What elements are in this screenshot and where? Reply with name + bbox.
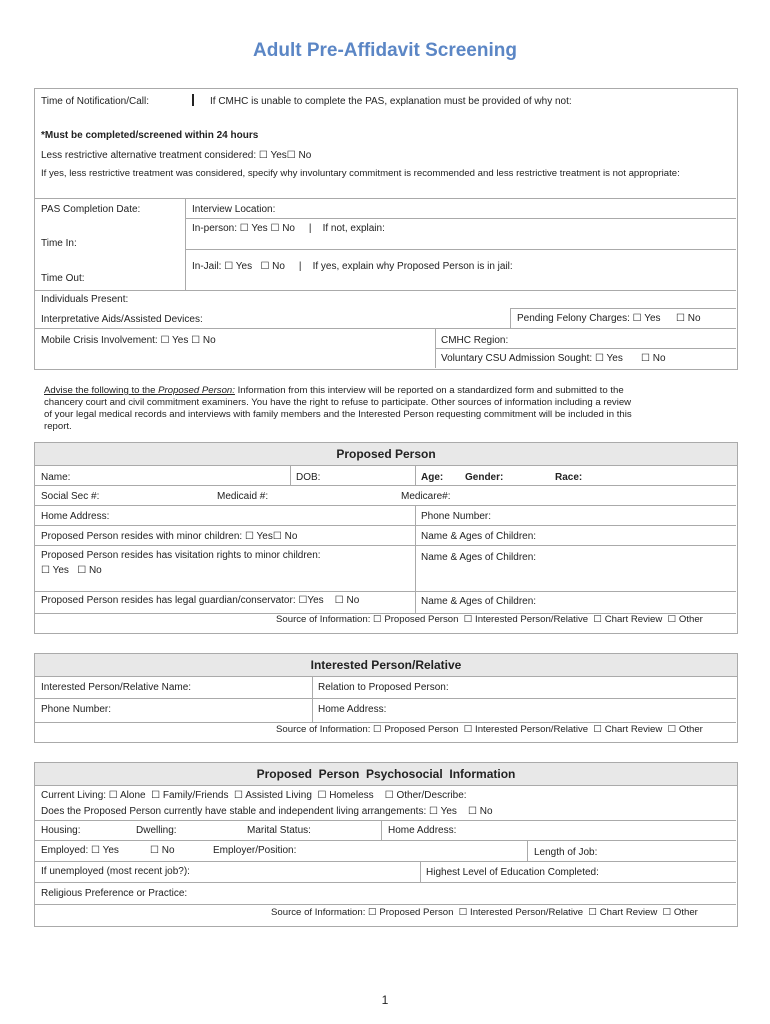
dwelling-field[interactable]: Dwelling: [136,825,177,836]
mobile-crisis-field[interactable]: Mobile Crisis Involvement: ☐ Yes ☐ No [41,335,216,346]
advise-line-2: chancery court and civil commitment examiners. You have the right to refuse to participate. Other sources of information including a review [44,397,632,408]
proposed-person-header: Proposed Person [34,442,738,466]
divider-bar [192,94,194,106]
page-number: 1 [381,993,389,1007]
interested-home-address-field[interactable]: Home Address: [318,704,387,715]
name-ages-children-1[interactable]: Name & Ages of Children: [421,531,537,542]
rule [185,218,736,219]
rule [34,820,736,821]
gender-field[interactable]: Gender: [465,472,504,483]
pending-felony-no[interactable]: ☐ No [676,313,701,324]
pending-felony-field[interactable]: Pending Felony Charges: ☐ Yes [517,313,661,324]
rule [510,308,736,309]
advise-line-4: report. [44,421,72,432]
time-out-field[interactable]: Time Out: [41,273,85,284]
psychosocial-header: Proposed Person Psychosocial Information [34,762,738,786]
relation-field[interactable]: Relation to Proposed Person: [318,682,449,693]
individuals-present-field[interactable]: Individuals Present: [41,294,129,305]
time-notification-label: Time of Notification/Call: [41,96,149,107]
name-ages-children-2[interactable]: Name & Ages of Children: [421,552,537,563]
source-of-information[interactable]: Source of Information: ☐ Proposed Person ☐ Interested Person/Relative ☐ Chart Review ☐ Other [276,614,703,625]
rule [34,525,736,526]
rule [415,505,416,613]
voluntary-csu-no[interactable]: ☐ No [641,353,666,364]
rule [527,840,528,861]
guardian-field[interactable]: Proposed Person resides has legal guardian/conservator: ☐Yes ☐ No [41,595,360,606]
pas-date-field[interactable]: PAS Completion Date: [41,204,141,215]
in-jail-field[interactable]: In-Jail: ☐ Yes ☐ No | If yes, explain why Proposed Person is in jail: [192,261,513,272]
rule [34,591,736,592]
must-complete-note: *Must be completed/screened within 24 hours [41,130,259,141]
interpretative-aids-field[interactable]: Interpretative Aids/Assisted Devices: [41,314,203,325]
housing-field[interactable]: Housing: [41,825,81,836]
rule [34,861,736,862]
interested-name-field[interactable]: Interested Person/Relative Name: [41,682,192,693]
rule [510,308,511,328]
cmhc-region-field[interactable]: CMHC Region: [441,335,509,346]
rule [420,861,421,882]
cmhc-unable-label: If CMHC is unable to complete the PAS, explanation must be provided of why not: [210,96,572,107]
visitation-options[interactable]: ☐ Yes ☐ No [41,565,102,576]
interested-person-header: Interested Person/Relative [34,653,738,677]
name-field[interactable]: Name: [41,472,71,483]
if-yes-explain-field[interactable]: If yes, less restrictive treatment was considered, specify why involuntary commitment is recommended and less restrictive treatment is not appropriate: [41,168,680,179]
education-field[interactable]: Highest Level of Education Completed: [426,867,599,878]
voluntary-csu-field[interactable]: Voluntary CSU Admission Sought: ☐ Yes [441,353,623,364]
medicaid-field[interactable]: Medicaid #: [217,491,269,502]
advise-line-1: Information from this interview will be reported on a standardized form and submitted to the [234,385,624,396]
ssn-field[interactable]: Social Sec #: [41,491,100,502]
employed-no[interactable]: ☐ No [150,845,175,856]
rule [435,348,736,349]
medicare-field[interactable]: Medicare#: [401,491,451,502]
rule [34,505,736,506]
rule [34,882,736,883]
name-ages-children-3[interactable]: Name & Ages of Children: [421,596,537,607]
rule [34,485,736,486]
current-living-field[interactable]: Current Living: ☐ Alone ☐ Family/Friends ☐ Assisted Living ☐ Homeless ☐ Other/Describe: [41,790,467,801]
dob-field[interactable]: DOB: [296,472,321,483]
rule [185,198,186,290]
advise-lead: Advise the following to the [44,385,159,396]
minor-children-field[interactable]: Proposed Person resides with minor children: ☐ Yes☐ No [41,531,298,542]
age-field[interactable]: Age: [421,472,444,483]
rule [34,328,736,329]
rule [34,904,736,905]
interested-source-of-information[interactable]: Source of Information: ☐ Proposed Person ☐ Interested Person/Relative ☐ Chart Review ☐ Other [276,724,703,735]
rule [34,290,736,291]
phone-field[interactable]: Phone Number: [421,511,492,522]
less-restrictive-field[interactable]: Less restrictive alternative treatment considered: ☐ Yes☐ No [41,150,312,161]
advise-line-3: of your legal medical records and interviews with family members and the Interested Person requesting commitment will be included in this [44,409,632,420]
interview-location-field[interactable]: Interview Location: [192,204,276,215]
employer-position-field[interactable]: Employer/Position: [213,845,297,856]
rule [34,698,736,699]
in-person-field[interactable]: In-person: ☐ Yes ☐ No | If not, explain: [192,223,385,234]
employed-field[interactable]: Employed: ☐ Yes [41,845,119,856]
psychosocial-home-address-field[interactable]: Home Address: [388,825,457,836]
rule [312,676,313,722]
religious-field[interactable]: Religious Preference or Practice: [41,888,188,899]
psychosocial-source-of-information[interactable]: Source of Information: ☐ Proposed Person ☐ Interested Person/Relative ☐ Chart Review ☐ Other [271,907,698,918]
advise-paragraph [44,385,680,433]
race-field[interactable]: Race: [555,472,583,483]
interested-phone-field[interactable]: Phone Number: [41,704,112,715]
rule [290,465,291,485]
rule [415,465,416,485]
unemployed-field[interactable]: If unemployed (most recent job?): [41,866,190,877]
rule [34,545,736,546]
stable-living-field[interactable]: Does the Proposed Person currently have stable and independent living arrangements: ☐ Yes ☐ No [41,806,493,817]
length-of-job-field[interactable]: Length of Job: [534,847,598,858]
advise-lead-italic: Proposed Person: [158,385,235,396]
rule [185,249,736,250]
rule [381,820,382,840]
page-title: Adult Pre-Affidavit Screening [253,40,517,61]
time-in-field[interactable]: Time In: [41,238,77,249]
rule [34,722,736,723]
rule [34,198,736,199]
rule [34,840,736,841]
visitation-field[interactable]: Proposed Person resides has visitation rights to minor children: [41,550,321,561]
home-address-field[interactable]: Home Address: [41,511,110,522]
marital-status-field[interactable]: Marital Status: [247,825,311,836]
